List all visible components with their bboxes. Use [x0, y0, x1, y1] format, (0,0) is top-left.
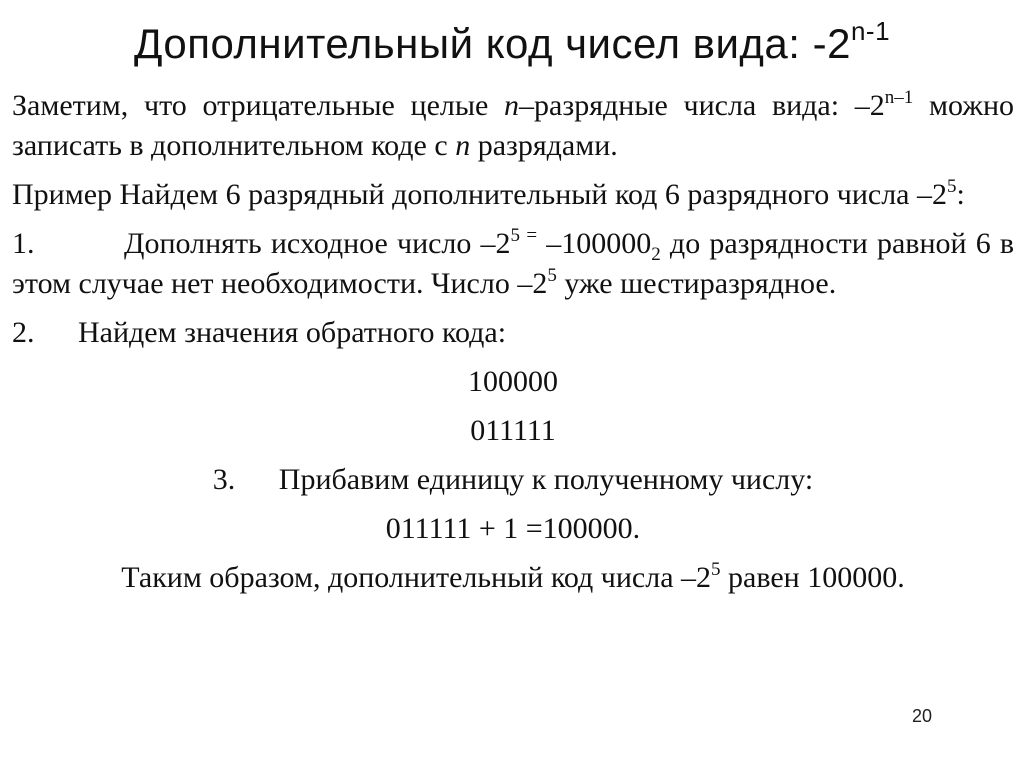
- paragraph-example: [12, 175, 1014, 215]
- text-run: равен 100000.: [720, 561, 905, 594]
- text-run: Прибавим единицу к полученному числу:: [278, 463, 814, 496]
- text-run: Заметим, что отрицательные целые: [12, 89, 505, 122]
- subscript: 2: [651, 244, 661, 265]
- text-run: Найдем значения обратного кода:: [78, 316, 507, 349]
- text-run: :: [956, 178, 965, 211]
- slide-title: [0, 14, 1024, 74]
- text-run: до разрядности равной 6 в этом случае нет необходимости. Число –2: [12, 227, 1015, 300]
- paragraph-step-1: [12, 224, 1014, 304]
- superscript: 5: [547, 265, 557, 286]
- binary-sum-line: 011111 + 1 =100000.: [385, 512, 641, 545]
- text-run: можно записать в дополнительном коде с: [12, 89, 1014, 162]
- text-run: Дополнять исходное число –2: [124, 227, 511, 260]
- paragraph-step-2: [12, 313, 1014, 353]
- slide-title-text: Дополнительный код чисел вида: -2: [133, 20, 851, 67]
- slide-title-superscript: n-1: [850, 16, 891, 46]
- page-number: 20: [912, 706, 933, 726]
- text-run: разрядами.: [470, 129, 618, 162]
- paragraph-step-3: [12, 460, 1014, 500]
- text-run: –100000: [537, 227, 652, 260]
- text-run: Таким образом, дополнительный код числа –2: [121, 561, 712, 594]
- slide-body: [12, 86, 1014, 607]
- superscript: 5 =: [510, 225, 538, 246]
- text-run: –разрядные числа вида: –2: [519, 89, 885, 122]
- italic-n: n: [455, 129, 471, 162]
- step-number: 1.: [12, 227, 35, 260]
- superscript: 5: [947, 176, 957, 197]
- binary-line-1: 100000: [468, 365, 558, 398]
- text-run: Пример Найдем 6 разрядный дополнительный код 6 разрядного числа –2: [12, 178, 947, 211]
- step-number: 2.: [12, 316, 35, 349]
- step-number: 3.: [212, 463, 236, 496]
- text-run: уже шестиразрядное.: [556, 267, 837, 300]
- conclusion: [12, 558, 1014, 598]
- binary-line-2: 011111: [470, 414, 556, 447]
- superscript: 5: [711, 559, 721, 580]
- italic-n: n: [504, 89, 520, 122]
- paragraph-intro: [12, 86, 1014, 166]
- superscript: n–1: [884, 87, 914, 108]
